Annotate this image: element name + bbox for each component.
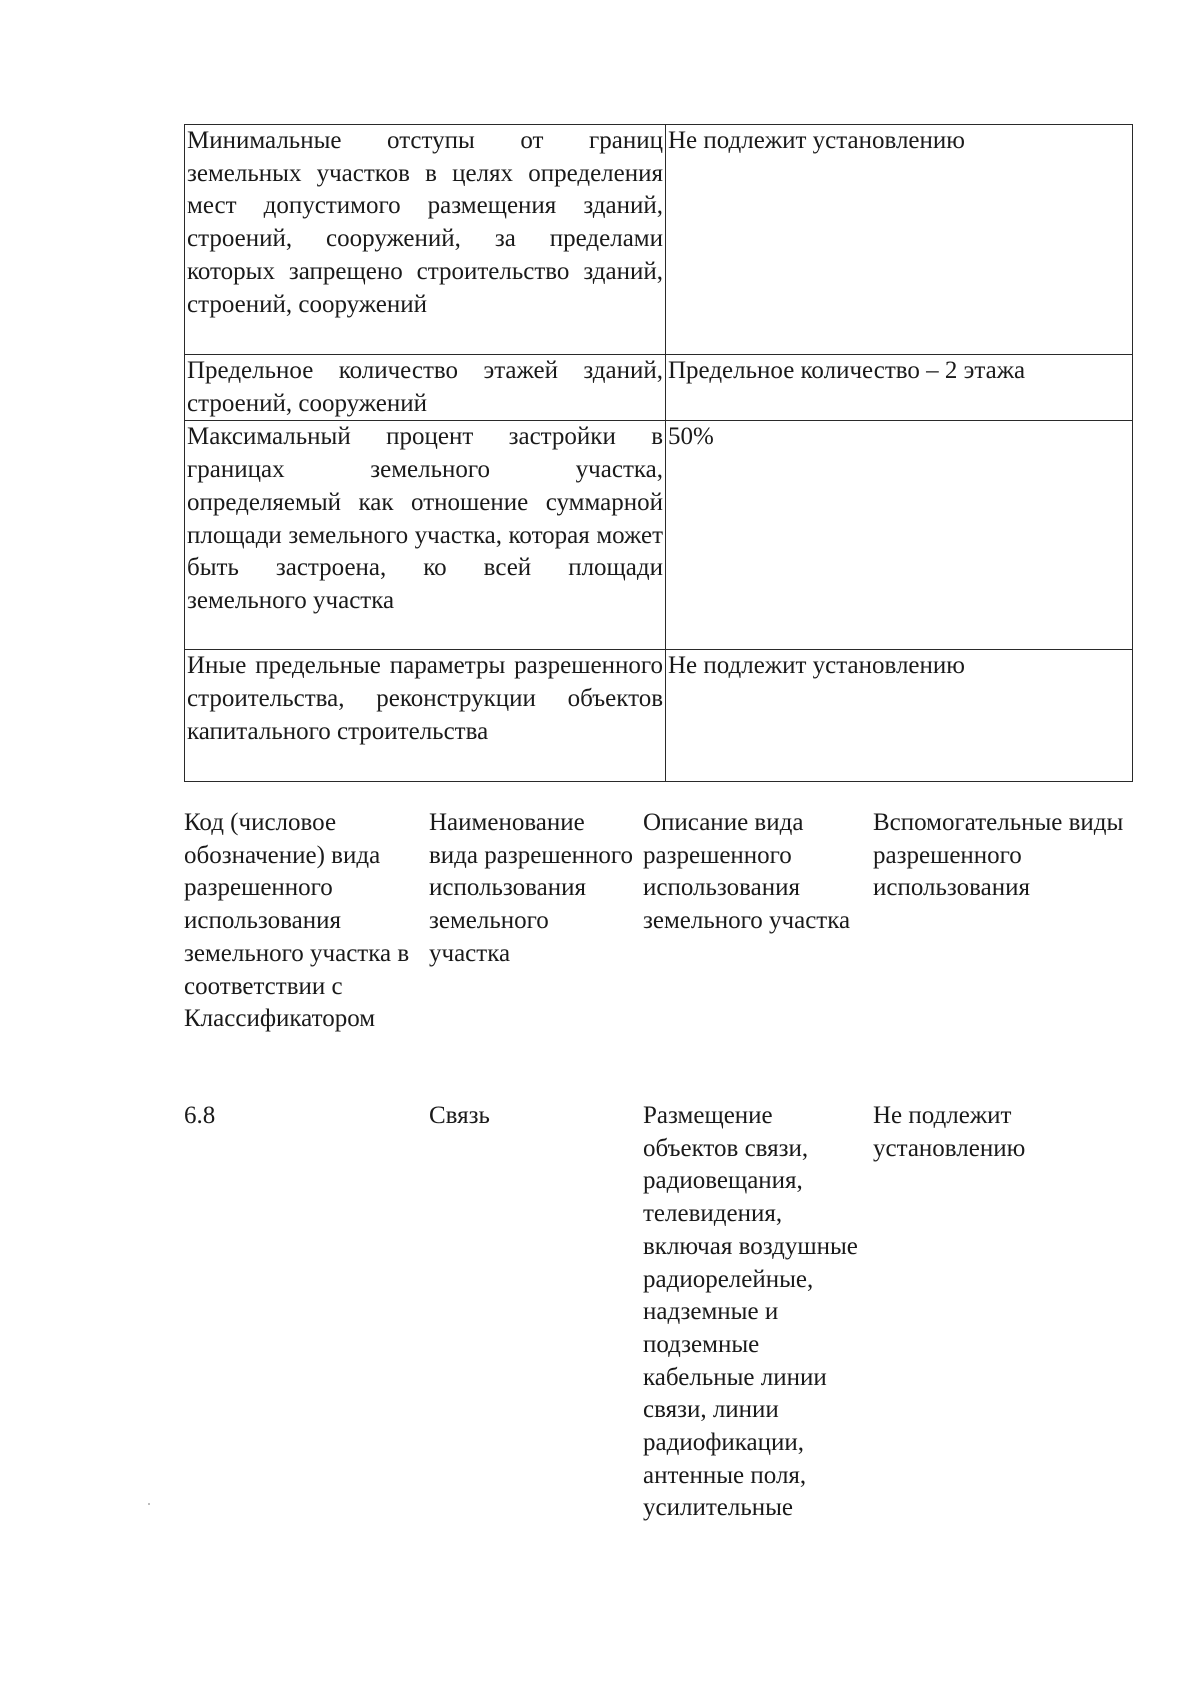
param-label-coverage: Максимальный процент застройки в границах земельного участка, определяемый как отношение суммарной площади земельного участка, которая может быть застроена, ко всей площади земельного участка (185, 421, 666, 650)
param-label-floors: Предельное количество этажей зданий, строений, сооружений (185, 355, 666, 421)
table-row (185, 355, 1133, 421)
header-code: Код (числовое обозначение) вида разрешенного использования земельного участка в соответствии с Классификатором (184, 809, 410, 1033)
header-description: Описание вида разрешенного использования земельного участка (643, 809, 851, 935)
table-row (185, 650, 1133, 782)
table-row (185, 125, 1133, 355)
param-value-other: Не подлежит установлению (666, 650, 1133, 782)
param-label-setbacks: Минимальные отступы от границ земельных участков в целях определения мест допустимого размещения зданий, строений, сооружений, за пределами которых запрещено строительство зданий, строений, сооружений (185, 125, 666, 355)
param-value-setbacks: Не подлежит установлению (666, 125, 1133, 355)
param-value-coverage: 50% (666, 421, 1133, 650)
param-value-floors: Предельное количество – 2 этажа (666, 355, 1133, 421)
header-auxiliary: Вспомогательные виды разрешенного использования (873, 809, 1124, 902)
table-row (185, 421, 1133, 650)
cell-auxiliary: Не подлежит установлению (873, 1102, 1026, 1162)
parameters-table (184, 124, 1133, 782)
cell-name: Связь (429, 1102, 490, 1129)
param-label-other: Иные предельные параметры разрешенного строительства, реконструкции объектов капитального строительства (185, 650, 666, 782)
header-name: Наименование вида разрешенного использования земельного участка (429, 809, 634, 967)
scan-speck (148, 1503, 150, 1505)
cell-code: 6.8 (184, 1102, 216, 1129)
cell-description: Размещение объектов связи, радиовещания, телевидения, включая воздушные радиорелейные, надземные и подземные кабельные линии связи, линии радиофикации, антенные поля, усилительные (643, 1102, 858, 1522)
